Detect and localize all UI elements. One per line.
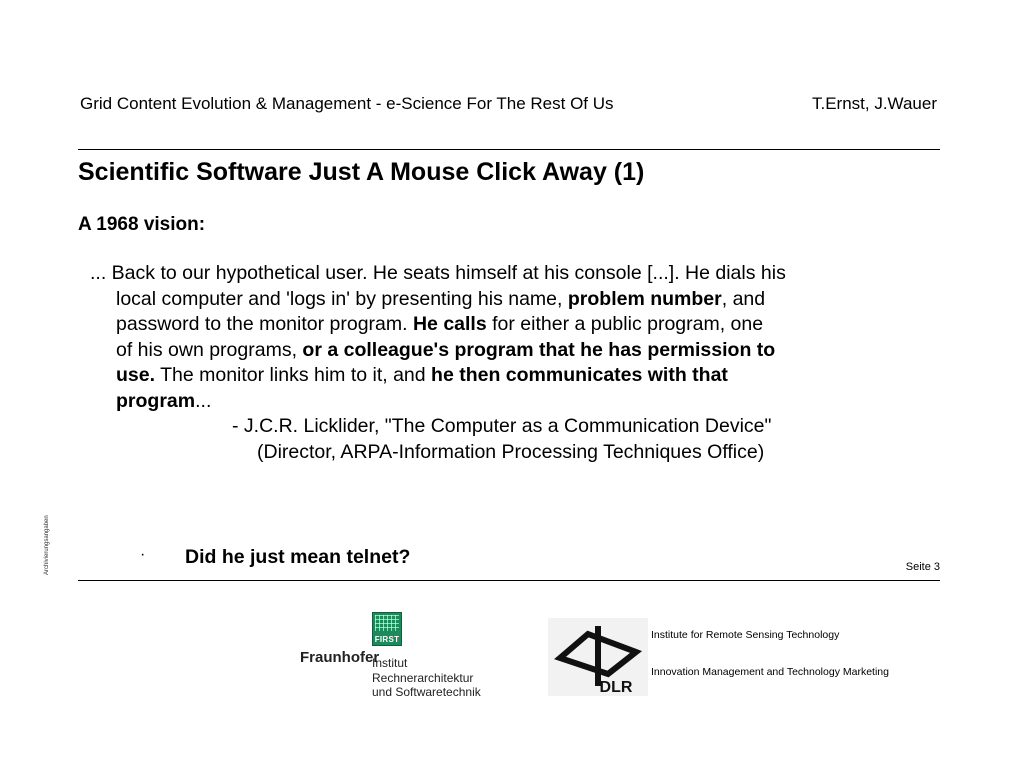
- quote-block: [90, 261, 786, 415]
- header-title: Grid Content Evolution & Management - e-Science For The Rest Of Us: [80, 94, 614, 113]
- quote-line: password to the monitor program. He calls for either a public program, one: [116, 313, 764, 336]
- header-authors: T.Ernst, J.Wauer: [811, 94, 937, 113]
- first-badge-icon: FIRST: [372, 612, 402, 646]
- dlr-emblem-icon: [548, 618, 648, 696]
- bullet-icon: ·: [140, 546, 146, 563]
- quote-attribution-role: (Director, ARPA-Information Processing Techniques Office): [257, 441, 765, 463]
- slide-title: Scientific Software Just A Mouse Click Away (1): [78, 158, 645, 186]
- header-divider: [78, 149, 940, 150]
- page-number: Seite 3: [905, 561, 940, 573]
- quote-attribution: - J.C.R. Licklider, "The Computer as a Communication Device": [232, 415, 772, 437]
- side-archive-label: Archivierungsangaben: [44, 515, 50, 575]
- dlr-department-line: Innovation Management and Technology Marketing: [651, 666, 889, 678]
- slide-subtitle: A 1968 vision:: [78, 214, 206, 235]
- institute-name: Institut Rechnerarchitektur und Softwaretechnik: [372, 656, 481, 699]
- footer-divider: [78, 580, 940, 581]
- bullet-text: Did he just mean telnet?: [185, 546, 411, 568]
- dlr-institute-line: Institute for Remote Sensing Technology: [651, 629, 840, 641]
- quote-line: use. The monitor links him to it, and he then communicates with that: [116, 364, 728, 387]
- fraunhofer-logo: [300, 612, 490, 702]
- quote-line: program...: [116, 389, 212, 412]
- dlr-logo: [548, 618, 648, 696]
- quote-line: ... Back to our hypothetical user. He seats himself at his console [...]. He dials his: [90, 262, 786, 284]
- quote-line: of his own programs, or a colleague's program that he has permission to: [116, 338, 776, 361]
- fraunhofer-wordmark: Fraunhofer: [300, 649, 380, 666]
- dlr-logo-text: DLR: [599, 679, 633, 696]
- quote-line: local computer and 'logs in' by presenting his name, problem number, and: [116, 287, 766, 310]
